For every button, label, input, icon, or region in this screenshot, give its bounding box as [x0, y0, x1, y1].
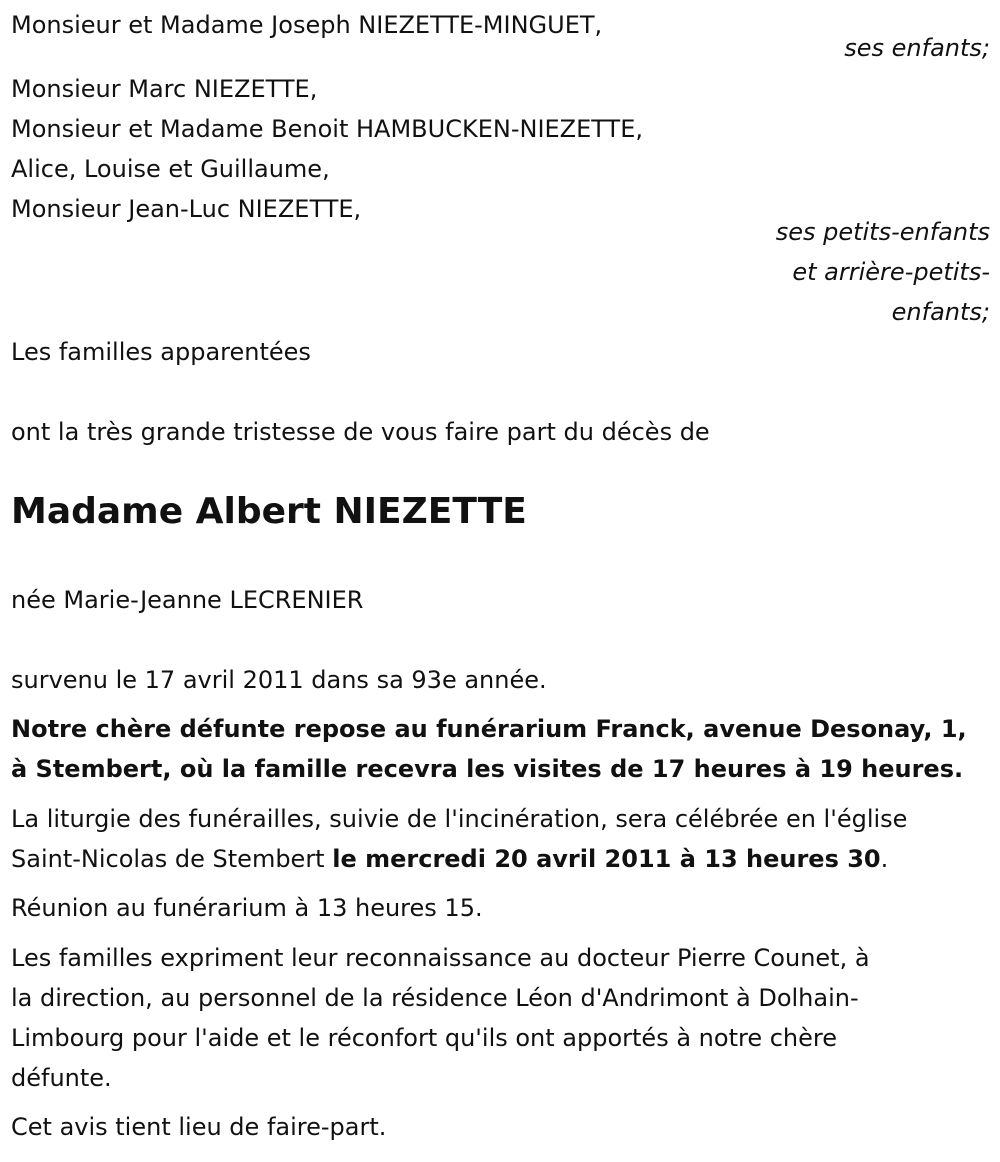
liturgy-place: Saint-Nicolas de Stembert	[11, 845, 333, 873]
thanks-block	[11, 938, 990, 1098]
deceased-name: Madame Albert NIEZETTE	[11, 491, 527, 532]
grandchildren-label: ses petits-enfants	[775, 218, 990, 246]
maiden-name: née Marie-Jeanne LECRENIER	[11, 586, 364, 614]
thanks-line: la direction, au personnel de la résidence Léon d'Andrimont à Dolhain-	[11, 984, 859, 1012]
grandchildren-block	[11, 69, 990, 229]
thanks-line: défunte.	[11, 1064, 112, 1092]
death-date: survenu le 17 avril 2011 dans sa 93e année.	[11, 666, 547, 694]
grandchild-line: Alice, Louise et Guillaume,	[11, 155, 330, 183]
repose-line: Notre chère défunte repose au funérarium Franck, avenue Desonay, 1,	[11, 715, 967, 743]
repose-line: à Stembert, où la famille recevra les visites de 17 heures à 19 heures.	[11, 755, 964, 783]
meeting-text: Réunion au funérarium à 13 heures 15.	[11, 894, 483, 922]
deceased-name-block	[11, 490, 990, 534]
announcement-text: ont la très grande tristesse de vous faire part du décès de	[11, 418, 710, 446]
closing-block	[11, 1107, 990, 1147]
born-block	[11, 580, 990, 620]
grandchildren-label: et arrière-petits-	[792, 258, 990, 286]
grandchild-line: Monsieur Marc NIEZETTE,	[11, 75, 318, 103]
related-block	[11, 332, 990, 372]
liturgy-block	[11, 799, 990, 879]
death-block	[11, 660, 990, 700]
liturgy-end: .	[880, 845, 889, 873]
related-families: Les familles apparentées	[11, 338, 311, 366]
grandchildren-label: enfants;	[891, 298, 990, 326]
thanks-line: Limbourg pour l'aide et le réconfort qu'ils ont apportés à notre chère	[11, 1024, 837, 1052]
grandchild-line: Monsieur et Madame Benoit HAMBUCKEN-NIEZETTE,	[11, 115, 643, 143]
grandchild-line: Monsieur Jean-Luc NIEZETTE,	[11, 195, 362, 223]
children-label-block	[11, 28, 990, 68]
repose-block	[11, 709, 990, 789]
closing-text: Cet avis tient lieu de faire-part.	[11, 1113, 387, 1141]
announcement-block	[11, 412, 990, 452]
liturgy-line-2	[11, 839, 990, 879]
children-line: Monsieur et Madame Joseph NIEZETTE-MINGUET,	[11, 11, 603, 39]
thanks-line: Les familles expriment leur reconnaissance au docteur Pierre Counet, à	[11, 944, 870, 972]
liturgy-line: La liturgie des funérailles, suivie de l'incinération, sera célébrée en l'église	[11, 805, 908, 833]
children-label: ses enfants;	[844, 34, 990, 62]
meeting-block	[11, 888, 990, 928]
grandchildren-label-block	[11, 212, 990, 332]
liturgy-datetime: le mercredi 20 avril 2011 à 13 heures 30	[332, 845, 881, 873]
